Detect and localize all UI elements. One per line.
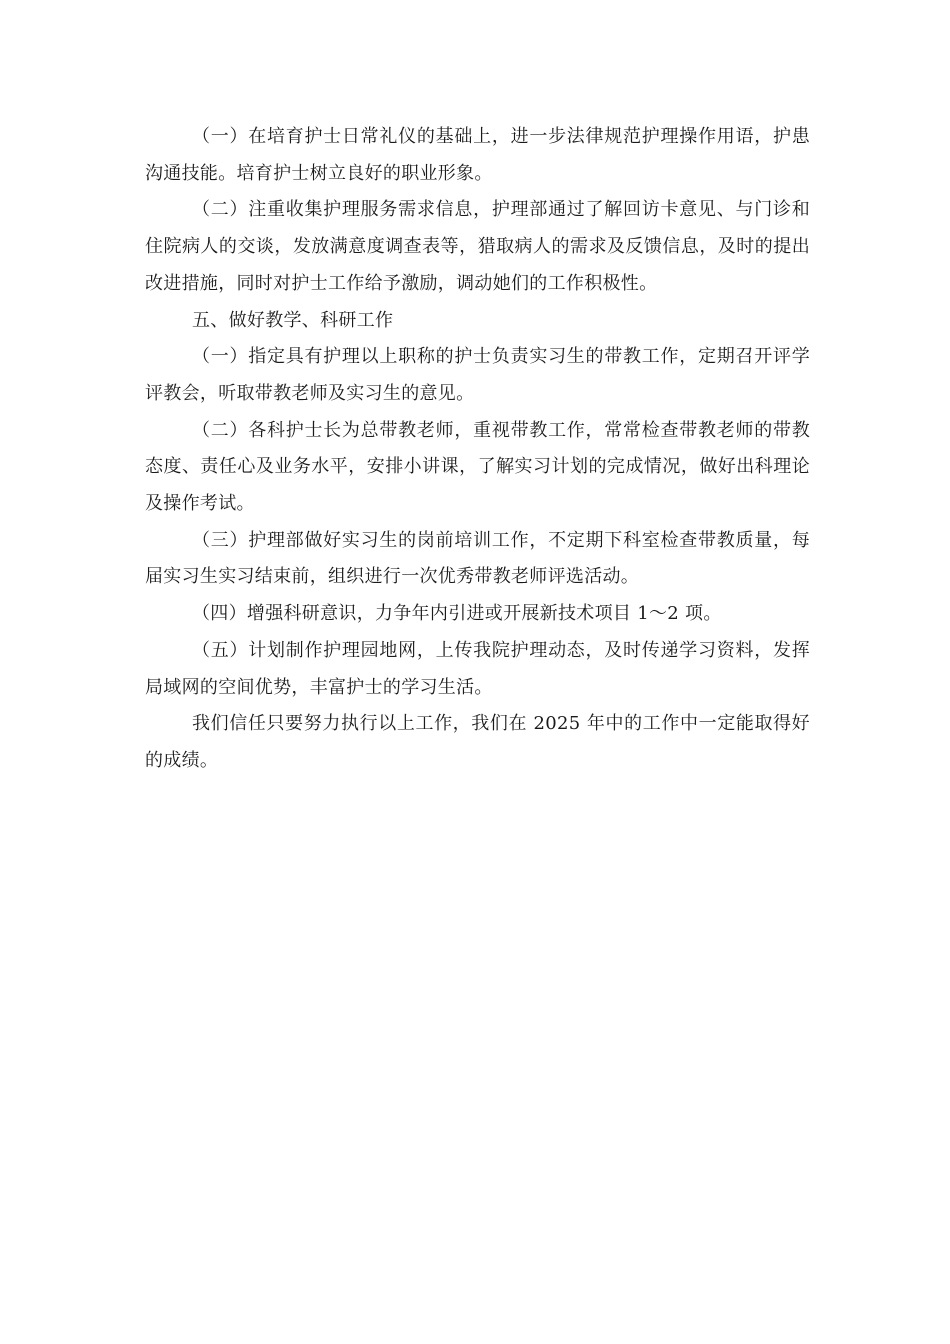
paragraph-etiquette: （一）在培育护士日常礼仪的基础上，进一步法律规范护理操作用语，护患沟通技能。培育护士树立良好的职业形象。 [145,126,810,184]
document-body [145,119,810,780]
paragraph-service-feedback: （二）注重收集护理服务需求信息，护理部通过了解回访卡意见、与门诊和住院病人的交谈，发放满意度调查表等，猎取病人的需求及反馈信息，及时的提出改进措施，同时对护士工作给予激励，调动她们的工作积极性。 [145,199,810,294]
paragraph-intern-supervision: （一）指定具有护理以上职称的护士负责实习生的带教工作，定期召开评学评教会，听取带教老师及实习生的意见。 [145,346,810,404]
paragraph-nursing-website: （五）计划制作护理园地网，上传我院护理动态，及时传递学习资料，发挥局域网的空间优势，丰富护士的学习生活。 [145,639,810,698]
paragraph-research-awareness: （四）增强科研意识，力争年内引进或开展新技术项目 1～2 项。 [192,603,722,625]
paragraph-conclusion: 我们信任只要努力执行以上工作，我们在 2025 年中的工作中一定能取得好的成绩。 [145,713,810,771]
section-heading-teaching-research: 五、做好教学、科研工作 [192,309,394,331]
paragraph-pre-job-training: （三）护理部做好实习生的岗前培训工作，不定期下科室检查带教质量，每届实习生实习结束前，组织进行一次优秀带教老师评选活动。 [145,529,810,588]
paragraph-head-nurse-teaching: （二）各科护士长为总带教老师，重视带教工作，常常检查带教老师的带教态度、责任心及业务水平，安排小讲课，了解实习计划的完成情况，做好出科理论及操作考试。 [145,419,810,515]
